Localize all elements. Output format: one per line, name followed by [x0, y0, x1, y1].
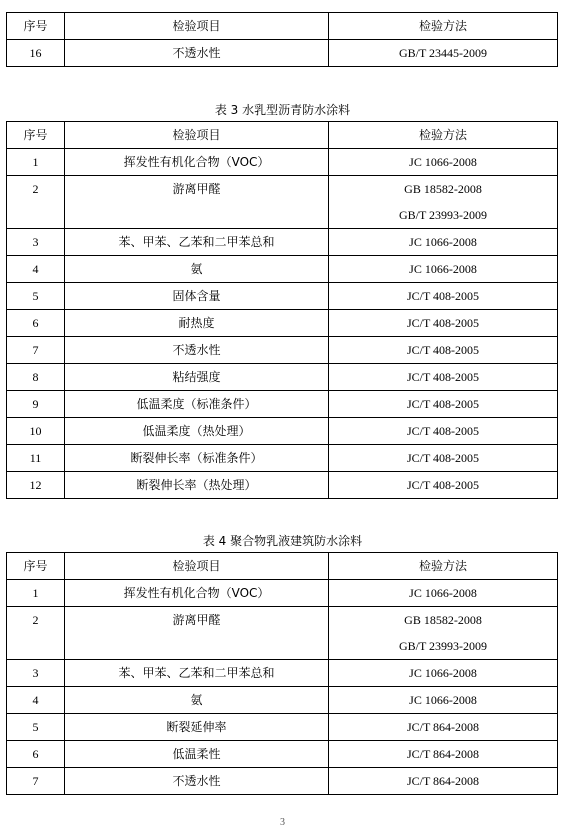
table-row [7, 660, 558, 687]
row-no: 10 [7, 418, 65, 445]
row-item: 游离甲醛 [65, 607, 329, 660]
row-item: 断裂伸长率（标准条件） [65, 445, 329, 472]
table-row [7, 391, 558, 418]
row-item: 不透水性 [65, 40, 329, 67]
row-method [329, 607, 558, 660]
row-no: 7 [7, 337, 65, 364]
row-no: 6 [7, 741, 65, 768]
table-row [7, 687, 558, 714]
row-no: 1 [7, 580, 65, 607]
row-item: 挥发性有机化合物（VOC） [65, 149, 329, 176]
row-method: JC 1066-2008 [329, 149, 558, 176]
header-no: 序号 [7, 13, 65, 40]
table-row [7, 337, 558, 364]
row-method: GB/T 23445-2009 [329, 40, 558, 67]
row-item: 粘结强度 [65, 364, 329, 391]
row-item: 低温柔度（热处理） [65, 418, 329, 445]
table-row [7, 472, 558, 499]
row-item: 不透水性 [65, 768, 329, 795]
row-item: 固体含量 [65, 283, 329, 310]
header-method: 检验方法 [329, 553, 558, 580]
row-item: 苯、甲苯、乙苯和二甲苯总和 [65, 229, 329, 256]
table-row [7, 607, 558, 660]
row-no: 1 [7, 149, 65, 176]
row-item: 氨 [65, 687, 329, 714]
row-item: 低温柔度（标准条件） [65, 391, 329, 418]
row-method-a: GB 18582-2008 [404, 182, 482, 196]
table-header-row [7, 553, 558, 580]
row-method: JC 1066-2008 [329, 256, 558, 283]
table-row [7, 580, 558, 607]
row-method: JC/T 408-2005 [329, 337, 558, 364]
row-no: 5 [7, 714, 65, 741]
row-item: 低温柔性 [65, 741, 329, 768]
row-no: 3 [7, 660, 65, 687]
header-method: 检验方法 [329, 13, 558, 40]
row-method: JC/T 408-2005 [329, 445, 558, 472]
row-method: JC/T 408-2005 [329, 283, 558, 310]
header-no: 序号 [7, 553, 65, 580]
row-item: 不透水性 [65, 337, 329, 364]
row-method: JC/T 408-2005 [329, 418, 558, 445]
table-header-row [7, 122, 558, 149]
table-row [7, 310, 558, 337]
row-method: JC/T 864-2008 [329, 714, 558, 741]
table-row [7, 149, 558, 176]
table-row [7, 40, 558, 67]
row-method-a: GB 18582-2008 [404, 613, 482, 627]
row-method: JC/T 864-2008 [329, 741, 558, 768]
table-row [7, 418, 558, 445]
row-item: 耐热度 [65, 310, 329, 337]
table-row [7, 176, 558, 229]
table-row [7, 256, 558, 283]
table-row [7, 714, 558, 741]
table4-caption: 表 4 聚合物乳液建筑防水涂料 [202, 534, 363, 548]
row-no: 8 [7, 364, 65, 391]
row-method: JC 1066-2008 [329, 660, 558, 687]
row-item: 游离甲醛 [65, 176, 329, 229]
row-method: JC 1066-2008 [329, 580, 558, 607]
table-row [7, 283, 558, 310]
row-method: JC 1066-2008 [329, 229, 558, 256]
row-no: 16 [7, 40, 65, 67]
row-item: 挥发性有机化合物（VOC） [65, 580, 329, 607]
table-header-row [7, 13, 558, 40]
table3-caption: 表 3 水乳型沥青防水涂料 [214, 103, 351, 117]
table-row [7, 229, 558, 256]
row-method: JC/T 864-2008 [329, 768, 558, 795]
table-row [7, 445, 558, 472]
row-no: 4 [7, 256, 65, 283]
header-no: 序号 [7, 122, 65, 149]
row-method: JC/T 408-2005 [329, 472, 558, 499]
row-no: 7 [7, 768, 65, 795]
table3 [6, 121, 558, 499]
row-method-b: GB/T 23993-2009 [398, 639, 488, 653]
table-row [7, 768, 558, 795]
row-method [329, 176, 558, 229]
table4 [6, 552, 558, 795]
row-item: 断裂伸长率（热处理） [65, 472, 329, 499]
header-item: 检验项目 [65, 13, 329, 40]
table-row [7, 364, 558, 391]
row-method: JC/T 408-2005 [329, 391, 558, 418]
row-no: 11 [7, 445, 65, 472]
row-no: 12 [7, 472, 65, 499]
row-no: 2 [7, 607, 65, 660]
table-row [7, 741, 558, 768]
row-method-b: GB/T 23993-2009 [398, 208, 488, 222]
table-continued [6, 12, 558, 67]
row-no: 3 [7, 229, 65, 256]
row-item: 氨 [65, 256, 329, 283]
row-method: JC/T 408-2005 [329, 364, 558, 391]
row-item: 苯、甲苯、乙苯和二甲苯总和 [65, 660, 329, 687]
page-number: 3 [280, 817, 285, 828]
row-no: 5 [7, 283, 65, 310]
row-no: 4 [7, 687, 65, 714]
header-item: 检验项目 [65, 553, 329, 580]
row-no: 2 [7, 176, 65, 229]
row-method: JC/T 408-2005 [329, 310, 558, 337]
row-item: 断裂延伸率 [65, 714, 329, 741]
row-no: 6 [7, 310, 65, 337]
row-method: JC 1066-2008 [329, 687, 558, 714]
header-item: 检验项目 [65, 122, 329, 149]
row-no: 9 [7, 391, 65, 418]
header-method: 检验方法 [329, 122, 558, 149]
